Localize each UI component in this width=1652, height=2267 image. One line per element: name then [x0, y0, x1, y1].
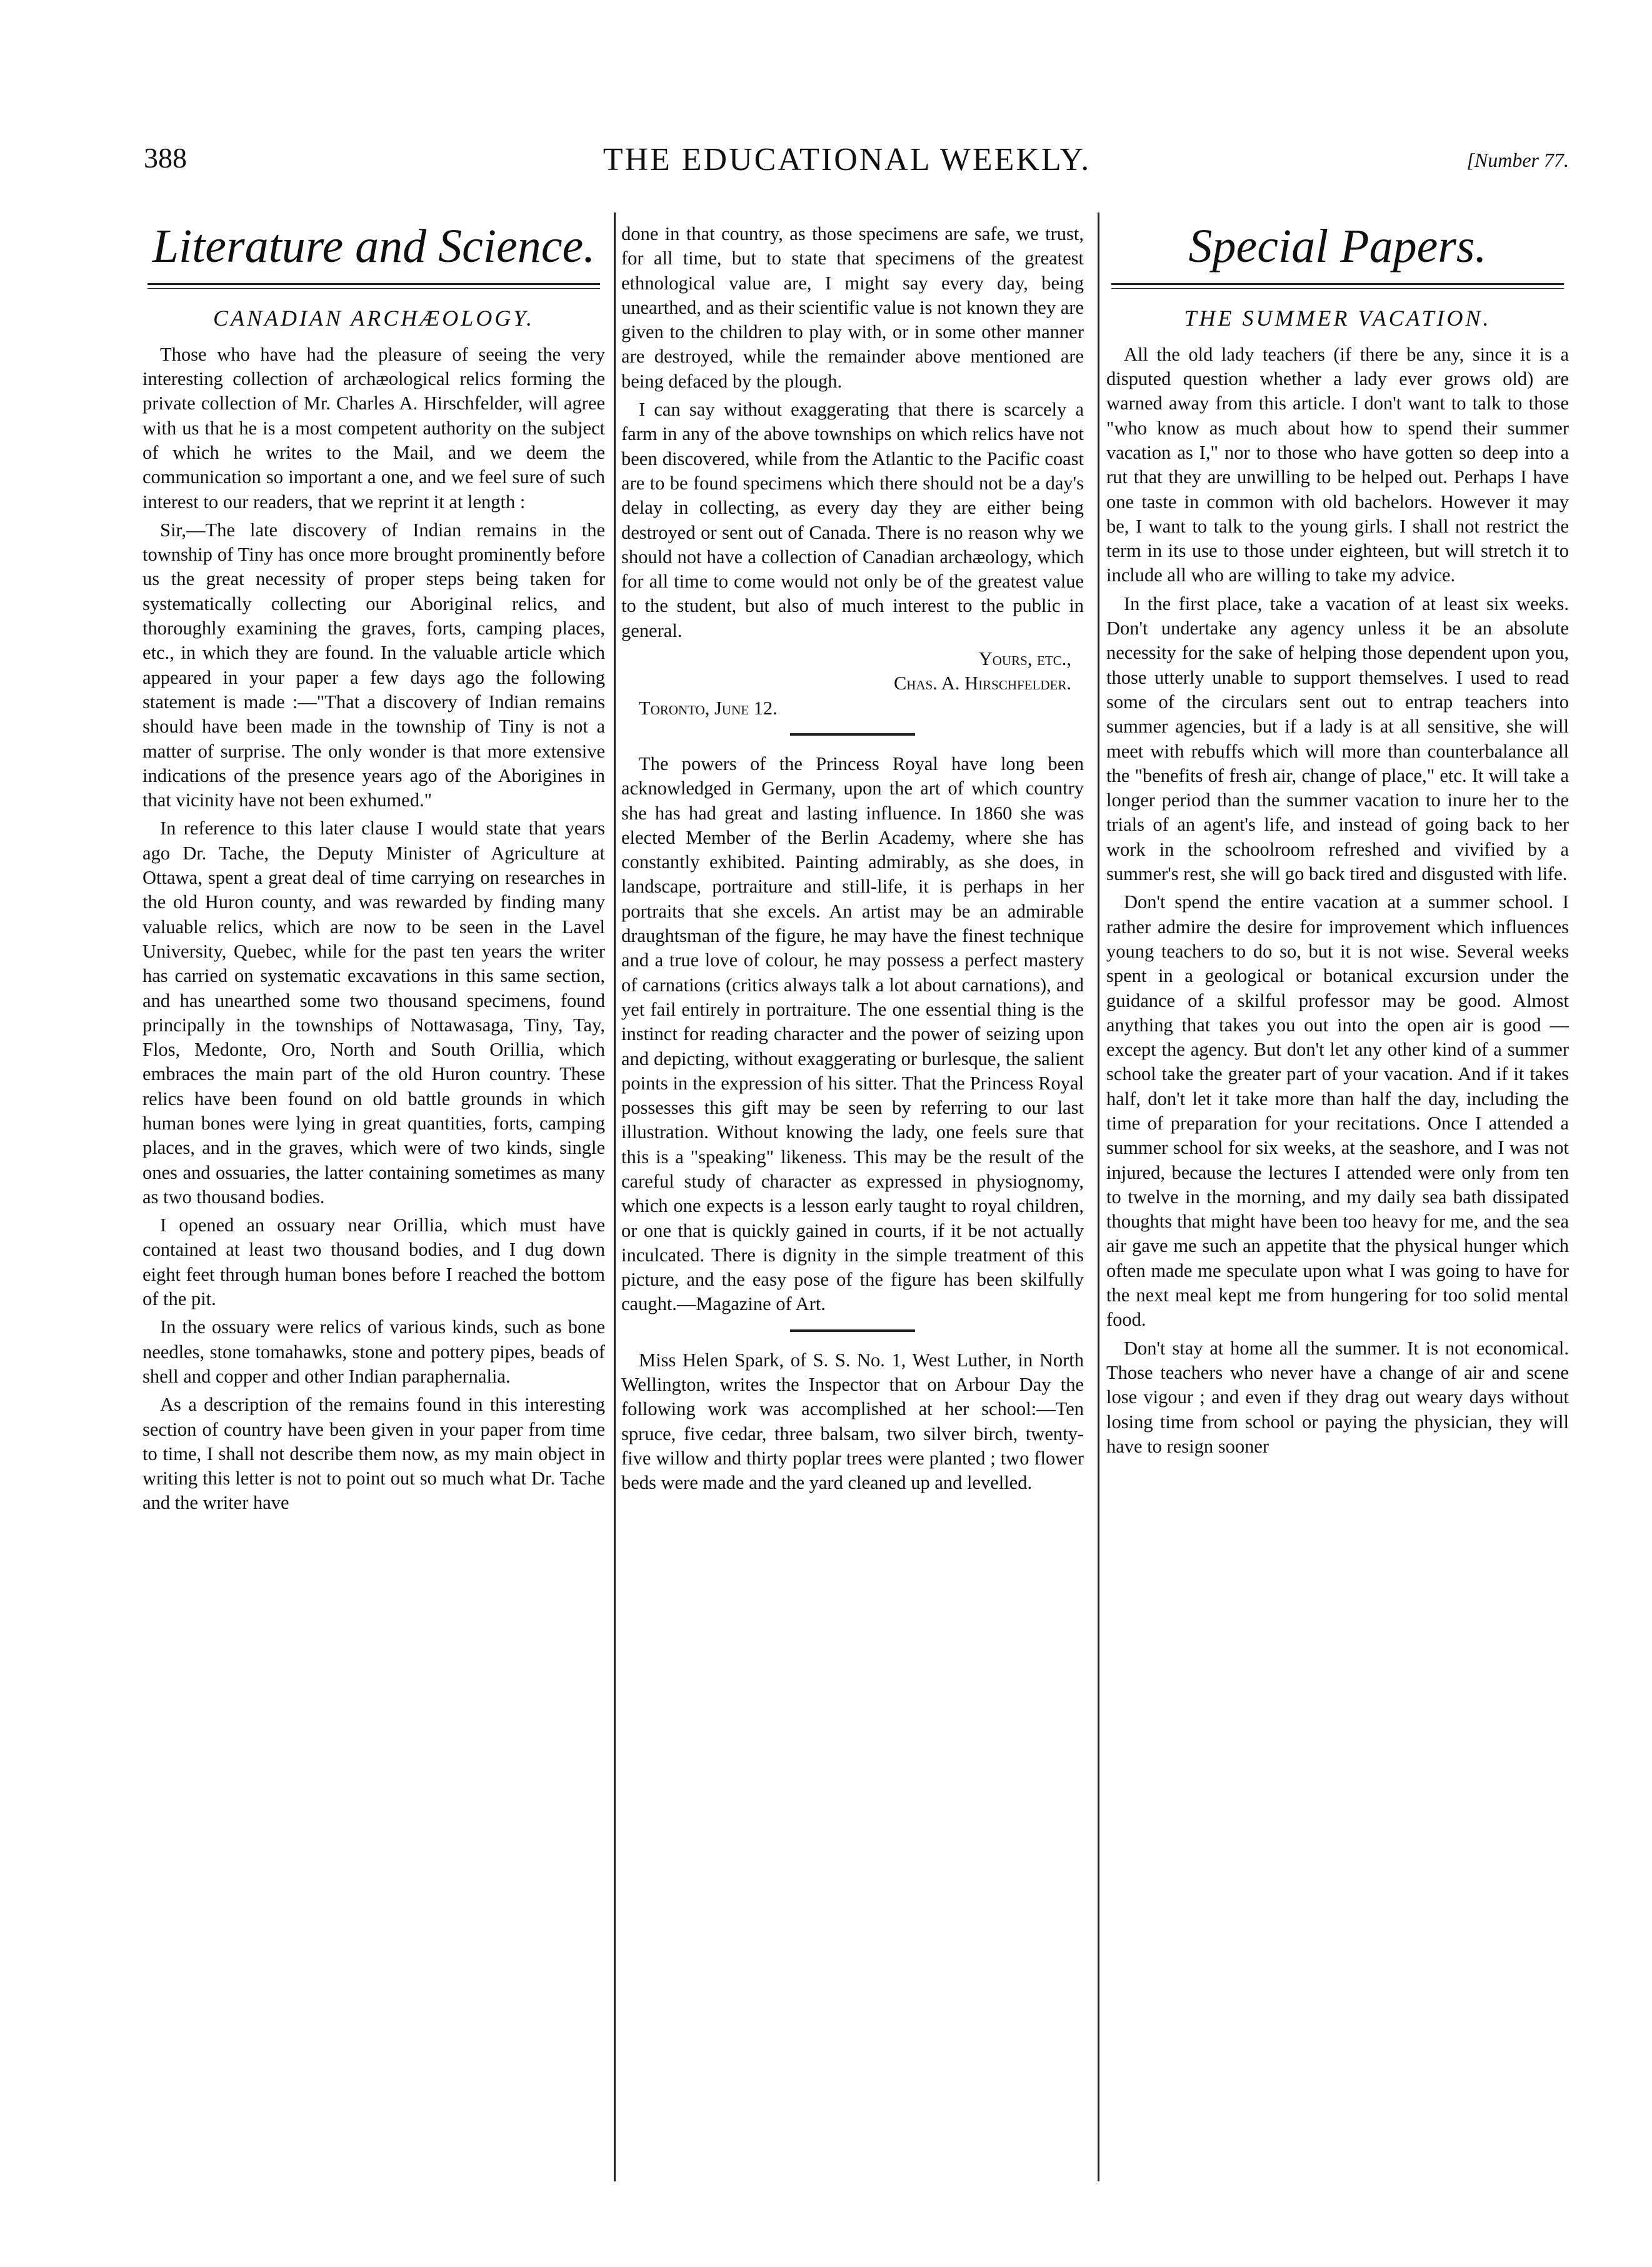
column-3: [1106, 222, 1569, 2169]
article-paragraph: Don't spend the entire vacation at a summer school. I rather admire the desire for improvement which influences young teachers to do so, but it is not wise. Several weeks spent in a geological or botanical excursion under the guidance of a skilful professor may be good. Almost anything that takes you out into the open air is good —except the agency. But don't let any other kind of a summer school take the greater part of your vacation. And if it takes half, don't let it take more than half the day, including the time of preparation for your recitations. Once I attended a summer school for six weeks, at the seashore, and I was not injured, because the lectures I attended were only from ten to twelve in the morning, and my daily sea bath dissipated thoughts that might have been too heavy for me, and the sea air gave me such an appetite that the physical hunger which often made me speculate upon what I was going to have for the next meal kept me from hungering for too solid mental food.: [1106, 891, 1569, 1331]
section-title-literature-science: Literature and Science.: [152, 222, 596, 273]
letter-signature: Chas. A. Hirschfelder.: [893, 673, 1071, 694]
article-paragraph: Don't stay at home all the summer. It is not economical. Those teachers who never have a change of air and scene lose vigour ; and even if they drag out weary days without losing time from school or paying the physician, they will have to resign sooner: [1106, 1337, 1569, 1457]
article-divider: [790, 1329, 915, 1332]
letter-paragraph: done in that country, as those specimens are safe, we trust, for all time, but to state that specimens of the greatest ethnological value are, I might say every day, being unearthed, and as their scientific value is not known they are given to the children to play with, or in some other manner are destroyed, while the remainder above mentioned are being defaced by the plough.: [621, 223, 1084, 392]
article-title-canadian-archaeology: CANADIAN ARCHÆOLOGY.: [213, 305, 535, 331]
section-title-special-papers: Special Papers.: [1188, 222, 1487, 273]
letter-paragraph: I opened an ossuary near Orillia, which must have contained at least two thousand bodies, and I dug down eight feet through human bones before I reached the bottom of the pit.: [143, 1214, 605, 1310]
column-divider-2: [1098, 213, 1099, 2181]
letter-dateline: Toronto, June 12.: [639, 697, 778, 719]
newspaper-title: THE EDUCATIONAL WEEKLY.: [603, 142, 1091, 178]
issue-number: [Number 77.: [1466, 149, 1569, 171]
section-rule: [1111, 283, 1564, 289]
page-number: 388: [144, 142, 187, 174]
article-intro: Those who have had the pleasure of seeing the very interesting collection of archæological relics forming the private collection of Mr. Charles A. Hirschfelder, will agree with us that he is a most competent authority on the subject of which he writes to the Mail, and we deem the communication so important a one, and we feel sure of such interest to our readers, that we reprint it at length :: [143, 343, 605, 513]
column-1: [143, 222, 605, 2169]
letter-paragraph: As a description of the remains found in this interesting section of country have been given in your paper from time to time, I shall not describe them now, as my main object in writing this letter is not to point out so much what Dr. Tache and the writer have: [143, 1394, 605, 1514]
column-divider-1: [614, 213, 616, 2181]
article-paragraph: In the first place, take a vacation of at least six weeks. Don't undertake any agency unless it be an absolute necessity for the sake of helping those dependent upon you, those utterly unable to support themselves. I used to read some of the circulars sent out to entrap teachers into summer agencies, but if a lady is at all sensitive, she will meet with rebuffs which will more than counterbalance all the "benefits of fresh air, change of place," etc. It will take a longer period than the summer vacation to inure her to the trials of an agent's life, and instead of going back to her work in the schoolroom refreshed and vivified by a summer's rest, she will go back tired and disgusted with life.: [1106, 593, 1569, 885]
letter-paragraph: Sir,—The late discovery of Indian remains in the township of Tiny has once more brought prominently before us the great necessity of proper steps being taken for systematically collecting our Aboriginal relics, and thoroughly examining the graves, forts, camping places, etc., in which they are found. In the valuable article which appeared in your paper a few days ago the following statement is made :—"That a discovery of Indian remains should have been made in the township of Tiny is not a matter of surprise. The only wonder is that more extensive indications of the presence years ago of the Aborigines in that vicinity have not been exhumed.": [143, 519, 605, 811]
letter-paragraph: I can say without exaggerating that there is scarcely a farm in any of the above townships on which relics have not been discovered, while from the Atlantic to the Pacific coast are to be found specimens which there should not be a day's delay in collecting, as every day they are either being destroyed or sent out of Canada. There is no reason why we should not have a collection of Canadian archæology, which for all time to come would not only be of the greatest value to the student, but also of much interest to the public in general.: [621, 399, 1084, 641]
letter-paragraph: In reference to this later clause I would state that years ago Dr. Tache, the Deputy Minister of Agriculture at Ottawa, spent a great deal of time carrying on researches in the old Huron county, and was rewarded by finding many valuable relics, which are now to be seen in the Lavel University, Quebec, while for the past ten years the writer has carried on systematic excavations in this same section, and has unearthed some two thousand specimens, found principally in the townships of Nottawasaga, Tiny, Tay, Flos, Medonte, Oro, North and South Orillia, which embraces the main part of the old Huron country. These relics have been found on old battle grounds in which human bones were lying in great quantities, forts, camping places, and in the graves, which were of two kinds, single ones and ossuaries, the latter containing sometimes as many as two thousand bodies.: [143, 818, 605, 1208]
letter-closing: Yours, etc.,: [978, 648, 1071, 670]
article-divider: [790, 733, 915, 736]
helen-spark-paragraph: Miss Helen Spark, of S. S. No. 1, West Luther, in North Wellington, writes the Inspector that on Arbour Day the following work was accomplished at her school:—Ten spruce, five cedar, three balsam, two silver birch, twenty-five willow and thirty poplar trees were planted ; two flower beds were made and the yard cleaned up and levelled.: [621, 1349, 1084, 1494]
article-title-summer-vacation: THE SUMMER VACATION.: [1184, 305, 1491, 331]
column-2: [621, 222, 1084, 2169]
princess-royal-paragraph: The powers of the Princess Royal have long been acknowledged in Germany, upon the art of which country she has had great and lasting influence. In 1860 she was elected Member of the Berlin Academy, where she has constantly exhibited. Painting admirably, as she does, in landscape, portraiture and still-life, it is perhaps in her portraits that she excels. An artist may be an admirable draughtsman of the figure, he may have the finest technique and a true love of colour, he may possess a perfect mastery of carnations (critics always talk a lot about carnations), and yet fail entirely in portraiture. The one essential thing is the instinct for reading character and the power of seizing upon and depicting, without exaggerating or burlesque, the salient points in the expression of his sitter. That the Princess Royal possesses this gift may be seen by referring to our last illustration. Without knowing the lady, one feels sure that this is a "speaking" likeness. This may be the result of the careful study of character as expressed in physiognomy, which one expects is a lesson early taught to royal children, or one that is quickly gained in courts, if it be not actually inculcated. There is dignity in the simple treatment of this picture, and the easy pose of the figure has been skilfully caught.—Magazine of Art.: [621, 753, 1084, 1315]
letter-paragraph: In the ossuary were relics of various kinds, such as bone needles, stone tomahawks, stone and pottery pipes, beads of shell and copper and other Indian paraphernalia.: [143, 1316, 605, 1387]
page-header: [125, 141, 1569, 185]
article-paragraph: All the old lady teachers (if there be any, since it is a disputed question whether a lady ever grows old) are warned away from this article. I don't want to talk to those "who know as much about how to spend their summer vacation as I," nor to those who have gotten so deep into a rut that they are unwilling to be helped out. Perhaps I have one taste in common with old bachelors. However it may be, I want to talk to the young girls. I shall not restrict the term in its use to those under eighteen, but will stretch it to include all who are willing to take my advice.: [1106, 343, 1569, 586]
section-rule: [148, 283, 600, 289]
